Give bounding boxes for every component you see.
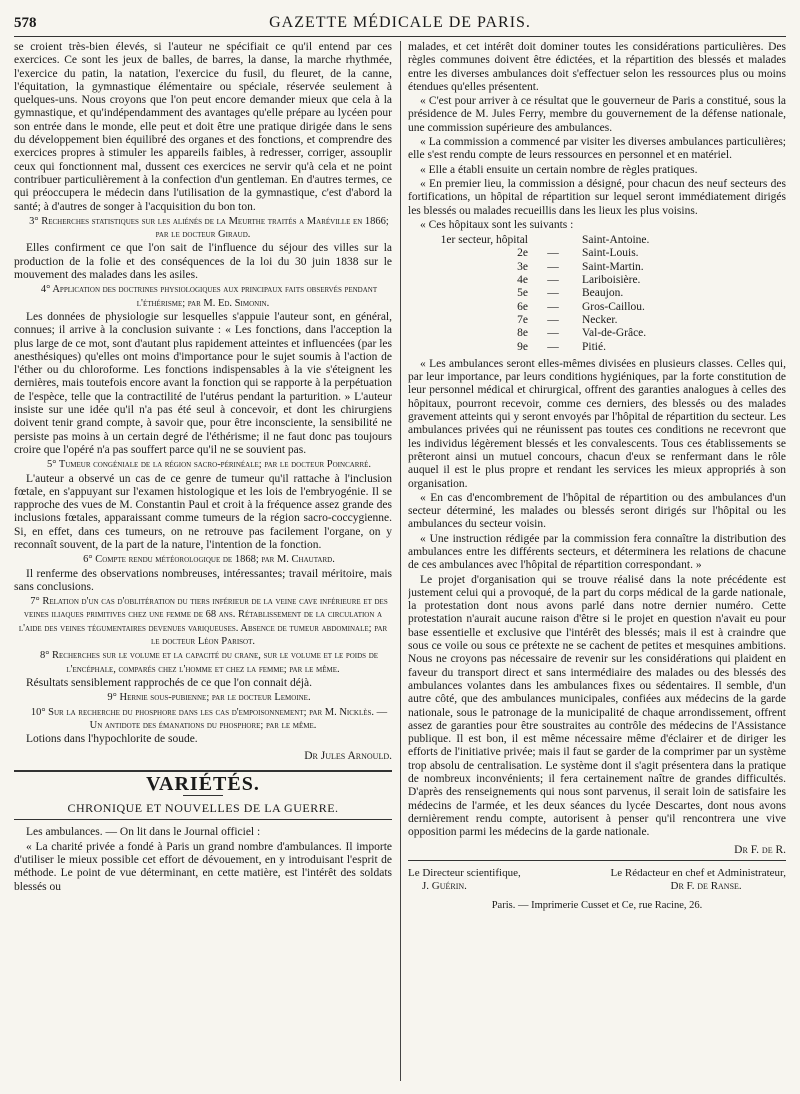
- item-3-title: 3° Recherches statistiques sur les aliénés de la Meurthe traités a Maréville en 1866; par le docteur Giraud.: [29, 215, 389, 241]
- ditto-dash: —: [547, 340, 559, 353]
- hospital-row: [408, 247, 786, 260]
- editor-signature: Dr F. de R.: [734, 843, 786, 856]
- hospital-name: Necker.: [582, 313, 618, 326]
- page-number: 578: [14, 15, 37, 31]
- ditto-dash: —: [547, 327, 559, 340]
- hospital-name: Beaujon.: [582, 287, 624, 300]
- ditto-dash: —: [547, 313, 559, 326]
- footer-director: [408, 867, 521, 893]
- director-name: J. Guérin.: [422, 879, 467, 892]
- right-paragraph-1: malades, et cet intérêt doit dominer toutes les considérations particulières. Des règles communes doivent être édictées, et la répartition des blessés et malades entre les diverses ambulances doit s'effectuer selon les ressources plus ou moins étendues qu'elles présentent.: [408, 41, 786, 93]
- right-paragraph-7: « Les ambulances seront elles-mêmes divisées en plusieurs classes. Celles qui, par leur importance, par leurs conditions hygiéniques, par la forte constitution de leur personnel médical et chirurgical, offrent des garanties analogues à celles des hôpitaux, pourront recevoir, comme ces derniers, des blessés ou des malades gravement atteints qui y seront envoyés par l'hôpital de répartition du secteur. Les ambulances privées qui ne réunissent pas toutes ces conditions ne recevront que les individus légèrement blessés et les convalescents. Tous ces établissements se prêteront ainsi un mutuel concours, chacun d'eux se renfermant dans le rôle auquel il est le plus propre et rendant les services les mieux appropriés à son organisation.: [408, 357, 786, 490]
- right-paragraph-9: « Une instruction rédigée par la commission fera connaître la distribution des ambulances entre les différents secteurs, et déterminera les relations de chacune de ces ambulances avec l'hôpital de répartition correspondant. »: [408, 532, 786, 572]
- right-column: [408, 41, 786, 1081]
- director-label: Le Directeur scientifique,: [408, 866, 521, 879]
- sector-number: 8e: [517, 327, 528, 340]
- hospital-row: [408, 261, 786, 274]
- item-8-text: Résultats sensiblement rapprochés de ce que l'on connait déjà.: [26, 676, 312, 689]
- item-4-text: Les données de physiologie sur lesquelles s'appuie l'auteur sont, en général, connues; il arrive à la conclusion suivante : « Les fonctions, dans l'acception la plus large de ce mot, sont d'autant plus rapidement atteintes et influencées (par les anesthésiques) qu'elles ont moins d'importance pour le sujet soumis à l'action de l'éther ou du chloroforme. Les fonctions indispensables à la vie s'éteignent les dernières, mais toutefois encore avant la fonction qui se rapporte à la perpétuation de l'espèce, telle que la contractilité de l'utérus pendant la parturition. » L'auteur insiste sur une idée qu'il n'a pas été seul à concevoir, et dont les chirurgiens doivent tenir grand compte, à savoir que, pour être inconsciente, la sensibilité ne persiste pas moins à un certain degré de l'éthérisme; il ne faut donc pas toujours croire que l'opéré n'a pas souffert parce qu'il ne se souvient pas.: [14, 310, 392, 456]
- item-9-title: 9° Hernie sous-pubienne; par le docteur Lemoine.: [107, 692, 311, 704]
- hospital-row: [408, 287, 786, 300]
- hospital-row: [408, 301, 786, 314]
- right-paragraph-3: « La commission a commencé par visiter les diverses ambulances particulières; elle s'est rendu compte de leurs ressources en personnel et en matériel.: [408, 136, 786, 162]
- right-paragraph-4: « Elle a établi ensuite un certain nombre de règles pratiques.: [420, 163, 698, 176]
- right-paragraph-5: « En premier lieu, la commission a désigné, pour chacun des neuf secteurs des fortifications, un hôpital de répartition sur lequel seront immédiatement dirigés les blessés ou malades recueillis dans les lieux les plus voisins.: [408, 177, 786, 217]
- editor-label: Le Rédacteur en chef et Administrateur,: [610, 866, 786, 879]
- hospital-row: [408, 341, 786, 354]
- ditto-dash: —: [547, 287, 559, 300]
- sector-number: 6e: [517, 300, 528, 313]
- item-5-text: L'auteur a observé un cas de ce genre de tumeur qu'il rattache à l'inclusion fœtale, en s'appuyant sur l'examen histologique et les lois de l'embryogénie. Il se rapproche des vues de M. Constantin Paul et croit à la fréquence assez grande des inclusions fœtales, apparaissant comme tumeurs de la région sacro-coccygienne. Si, en effet, dans ces tumeurs, on ne retrouve pas facilement l'organe, on y reconnaît souvent, de la part de la nature, l'intention de la fonction.: [14, 472, 392, 551]
- item-6-title: 6° Compte rendu météorologique de 1868; par M. Chautard.: [83, 554, 335, 566]
- sector-number: 4e: [517, 274, 528, 287]
- sector-number: 3e: [517, 260, 528, 273]
- sector-number: 9e: [517, 340, 528, 353]
- hospital-list: [408, 234, 786, 354]
- hospital-name: Saint-Martin.: [582, 260, 644, 273]
- item-10-title: 10° Sur la recherche du phosphore dans les cas d'empoisonnement; par M. Nicklès. — Un antidote des émanations du phosphore; par le même.: [30, 706, 388, 731]
- ditto-dash: —: [547, 300, 559, 313]
- right-paragraph-2: « C'est pour arriver à ce résultat que le gouverneur de Paris a constitué, sous la présidence de M. Jules Ferry, membre du gouvernement de la défense nationale, une commission supérieure des ambulances.: [408, 95, 786, 134]
- sector-number: 5e: [517, 287, 528, 300]
- short-rule: [183, 795, 223, 796]
- hospital-name: Gros-Caillou.: [582, 300, 645, 313]
- hospital-row: [408, 314, 786, 327]
- hospital-name: Saint-Antoine.: [582, 234, 650, 247]
- item-10-text: Lotions dans l'hypochlorite de soude.: [26, 733, 198, 746]
- newspaper-page: [14, 14, 786, 1084]
- sector-number: 7e: [517, 313, 528, 326]
- author-signature: Dr Jules Arnould.: [304, 750, 392, 763]
- item-3-text: Elles confirment ce que l'on sait de l'influence du séjour des villes sur la production de la folie et des conséquences de la loi du 30 juin 1838 sur le mouvement des malades dans les asiles.: [14, 242, 392, 282]
- item-7-title: 7° Relation d'un cas d'oblitération du tiers inférieur de la veine cave inférieure et des veines iliaques primitives chez une femme de 68 ans. Rétablissement de la circulation a l'aide des veines tégumentaires devenues variqueuses. Absence de tumeur abdominale; par le docteur Léon Parisot.: [18, 596, 388, 648]
- ditto-dash: [528, 234, 578, 247]
- hospital-name: Lariboisière.: [582, 274, 641, 287]
- item-5-title: 5° Tumeur congéniale de la région sacro-périnéale; par le docteur Poincarré.: [46, 459, 372, 471]
- chronique-heading: CHRONIQUE ET NOUVELLES DE LA GUERRE.: [67, 801, 339, 816]
- left-column: [14, 41, 392, 1081]
- section-rule: [14, 770, 392, 772]
- ditto-dash: —: [547, 260, 559, 273]
- footer-credits: [408, 867, 786, 893]
- ambulances-intro: Les ambulances. — On lit dans le Journal officiel :: [26, 826, 261, 839]
- columns: [14, 41, 786, 1081]
- column-divider: [400, 41, 401, 1081]
- printer-line: Paris. — Imprimerie Cusset et Ce, rue Racine, 26.: [491, 899, 703, 911]
- item-6-text: Il renferme des observations nombreuses, intéressantes; travail méritoire, mais sans conclusions.: [14, 567, 392, 593]
- gymnastics-paragraph: se croient très-bien élevés, si l'auteur ne spécifiait ce qu'il entend par ces exercices. Ce sont les jeux de balles, de barres, la danse, la marche rhythmée, l'exercice du patin, la natation, l'exercice du fusil, du fleuret, de la canne, l'équitation, la gymnastique élémentaire ou spéciale, réservée seulement à quelques-uns. Nous croyons que l'on peut encore demander mieux que cela à la gymnastique, et qu'indépendamment des avantages qu'elle prépare au lycéen pour son entrée dans le monde, elle peut et doit être une pratique dirigée dans le sens du développement bien équilibré des organes et des fonctions, et comprendre des exercices propres à stimuler les appareils faibles, à redresser, corriger, assouplir ceux qui fonctionnent mal, dussent ces exercices ne servir qu'à cela et ne point contribuer particulièrement à la confection d'un gentleman. En d'autres termes, ce qui préoccupera le médecin dans l'utilisation de la gymnastique, c'est d'abord la santé; à d'autres de songer à l'acquisition du bon ton.: [14, 41, 392, 213]
- right-paragraph-10: Le projet d'organisation qui se trouve réalisé dans la note précédente est justement celui qui a provoqué, de la part du corps médical de la garde nationale, la protestation dont nous avons parlé dans notre dernier numéro. Cette protestation n'aurait aucune raison d'être si le projet en question n'avait eu pour base essentielle et exclusive que l'intérêt des blessés; mais il est à craindre que sous ce voile ou sous ce prétexte ne se cachent de petites et mesquines ambitions. Nous ne croyons pas nécessaire de revenir sur les considérations qui plaident en faveur du transport direct et sans intermédiaire des malades ou des blessés des ambulances volantes dans les ambulances fixes ou sédentaires. Il semble, d'un autre côté, que des ambulances municipales, confiées aux médecins de la garde nationale, sous le patronage de la municipalité de chaque arrondissement, offrent assez de garanties pour être soustraites au contrôle des médecins de l'Assistance publique. Il est bon, il est même nécessaire même d'éclairer et de diriger les efforts de l'initiative privée; mais il faut se garder de la comprimer par un système trop absolu de centralisation. Le système dont il s'agit présentera dans la pratique de nombreux inconvénients; il fera certainement naître de grandes difficultés. D'après des renseignements qui nous sont parvenus, il serait loin de satisfaire les médecins de l'armée, et les deux séances du lycée Descartes, dont nous avons dernièrement rendu compte, autorisent à penser qu'il rencontrera une vive opposition parmi les médecins de la garde nationale.: [408, 573, 786, 839]
- page-header: [14, 14, 786, 37]
- subsection-rule: [14, 819, 392, 820]
- journal-title: GAZETTE MÉDICALE DE PARIS.: [269, 14, 531, 31]
- footer-editor: [611, 867, 786, 893]
- hospital-name: Saint-Louis.: [582, 247, 639, 260]
- right-paragraph-8: « En cas d'encombrement de l'hôpital de répartition ou des ambulances d'un secteur déterminé, les malades ou blessés seront dirigés sur l'hôpital ou les ambulances du secteur voisin.: [408, 491, 786, 531]
- ditto-dash: —: [547, 274, 559, 287]
- item-4-title: 4° Application des doctrines physiologiques aux principaux faits observés pendant l'éthérisme; par M. Ed. Simonin.: [40, 284, 378, 309]
- right-paragraph-6: « Ces hôpitaux sont les suivants :: [420, 218, 574, 231]
- editor-name: Dr F. de Ranse.: [670, 879, 742, 892]
- hospital-name: Pitié.: [582, 340, 606, 353]
- hospital-row: [408, 234, 786, 247]
- item-8-title: 8° Recherches sur le volume et la capacité du crane, sur le volume et le poids de l'encéphale, comparés chez l'homme et chez la femme; par le même.: [39, 650, 379, 675]
- hospital-row: [408, 327, 786, 340]
- footer-rule: [408, 860, 786, 861]
- journal-quote: « La charité privée a fondé à Paris un grand nombre d'ambulances. Il importe d'utiliser le mieux possible cet effort de dévouement, en y introduisant l'esprit de méthode. Le point de vue déterminant, en cette matière, est l'intérêt des soldats blessés ou: [14, 840, 392, 893]
- hospital-row: [408, 274, 786, 287]
- varietes-heading: VARIÉTÉS.: [146, 772, 260, 795]
- sector-number: 2e: [517, 247, 528, 260]
- hospital-name: Val-de-Grâce.: [582, 327, 647, 340]
- ditto-dash: —: [547, 247, 559, 260]
- sector-number: 1er secteur, hôpital: [440, 234, 528, 247]
